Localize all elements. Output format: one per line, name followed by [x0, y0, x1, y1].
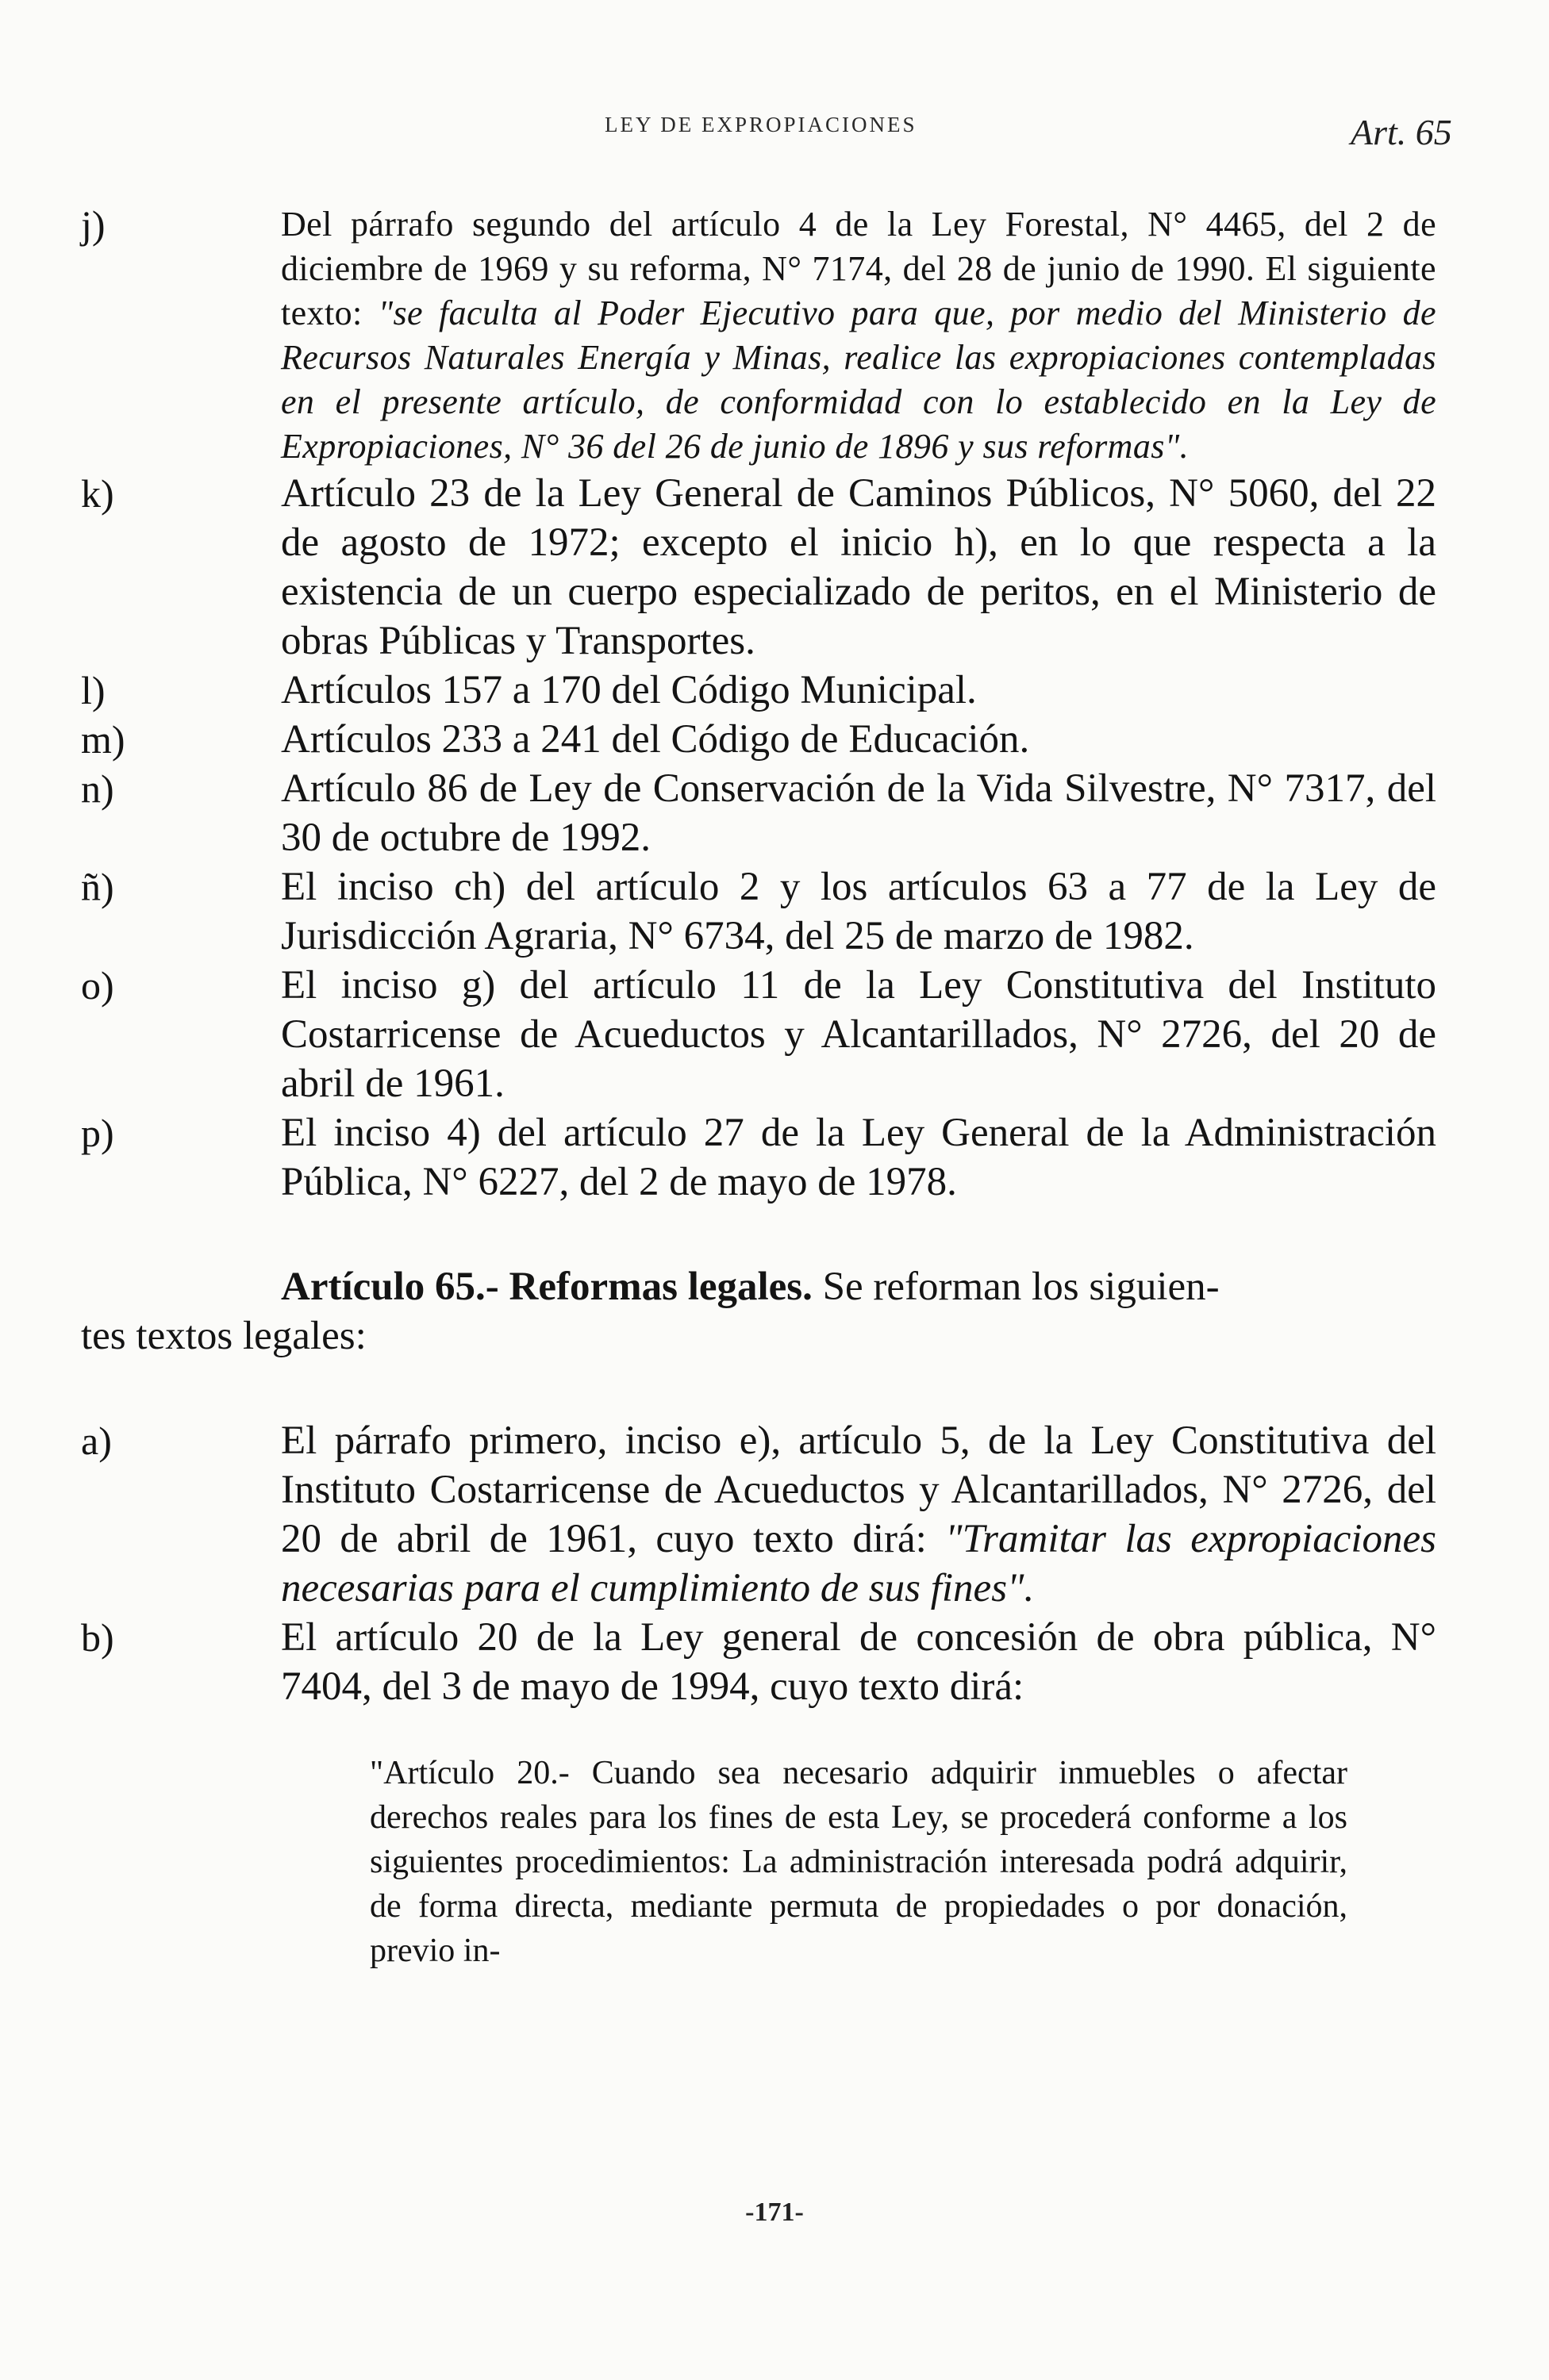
- quoted-text: "Tramitar las expropiaciones necesarias para el cumplimiento de sus fines".: [281, 1517, 1436, 1610]
- item-text: Del párrafo segundo del artículo 4 de la Ley Forestal, N° 4465, del 2 de diciembre de 1969 y su reforma, N° 7174, del 28 de junio de 1990. El siguiente texto:: [281, 205, 1436, 332]
- list-marker: n): [81, 766, 114, 811]
- list-item: [81, 202, 1436, 469]
- list-item-text: El inciso g) del artículo 11 de la Ley Constitutiva del Instituto Costarricense de Acueductos y Alcantarillados, N° 2726, del 20 de abril de 1961.: [281, 963, 1436, 1106]
- quoted-article: "Artículo 20.- Cuando sea necesario adquirir inmuebles o afectar derechos reales para los fines de esta Ley, se procederá conforme a los siguientes procedimientos: La administración interesada podrá adquirir, de forma directa, mediante permuta de propiedades o por donación, previo in-: [370, 1755, 1347, 1969]
- list-marker: o): [81, 963, 114, 1008]
- list-marker: b): [81, 1615, 114, 1660]
- page-number: -171-: [745, 2198, 804, 2227]
- article-intro: Se reforman los siguien-: [812, 1265, 1220, 1309]
- list-item: [81, 666, 1436, 715]
- list-item-text: Artículos 233 a 241 del Código de Educación.: [281, 717, 1030, 762]
- list-item: [81, 1416, 1436, 1613]
- list-item-text: Artículo 23 de la Ley General de Caminos Públicos, N° 5060, del 22 de agosto de 1972; excepto el inicio h), en lo que respecta a la existencia de un cuerpo especializado de peritos, en el Ministerio de obras Públicas y Transportes.: [281, 471, 1436, 663]
- list-item: [81, 469, 1436, 666]
- list-item-text: El inciso ch) del artículo 2 y los artículos 63 a 77 de la Ley de Jurisdicción Agraria, N° 6734, del 25 de marzo de 1982.: [281, 865, 1436, 958]
- list-marker: k): [81, 471, 114, 516]
- list-item-text: El inciso 4) del artículo 27 de la Ley General de la Administración Pública, N° 6227, del 2 de mayo de 1978.: [281, 1111, 1436, 1204]
- list-item: [81, 764, 1436, 862]
- list-item: [81, 715, 1436, 764]
- list-item: [81, 1108, 1436, 1207]
- list-item-text: [281, 202, 1436, 469]
- quoted-text: "se faculta al Poder Ejecutivo para que, por medio del Ministerio de Recursos Naturales Energía y Minas, realice las expropiaciones contempladas en el presente artículo, de conformidad con lo establecido en la Ley de Expropiaciones, N° 36 del 26 de junio de 1896 y sus reformas".: [281, 294, 1436, 466]
- list-item: [81, 1613, 1436, 1711]
- list-item-text: El artículo 20 de la Ley general de concesión de obra pública, N° 7404, del 3 de mayo de 1994, cuyo texto dirá:: [281, 1615, 1436, 1709]
- list-item-text: [281, 1416, 1436, 1613]
- list-item: [81, 961, 1436, 1108]
- item-text: El párrafo primero, inciso e), artículo 5, de la Ley Constitutiva del Instituto Costarricense de Acueductos y Alcantarillados, N° 2726, del 20 de abril de 1961, cuyo texto dirá:: [281, 1418, 1436, 1561]
- running-header-title: LEY DE EXPROPIACIONES: [605, 113, 917, 136]
- list-marker: p): [81, 1111, 114, 1155]
- list-item: [81, 862, 1436, 961]
- article-reference: Art. 65: [1351, 112, 1452, 152]
- list-item-text: Artículos 157 a 170 del Código Municipal.: [281, 668, 977, 712]
- article-paragraph: [81, 1262, 1436, 1311]
- list-marker: a): [81, 1418, 112, 1463]
- document-body: [81, 202, 1436, 1973]
- article-intro-continuation: tes textos legales:: [81, 1314, 367, 1358]
- list-marker: ñ): [81, 865, 114, 909]
- article-heading: Artículo 65.- Reformas legales.: [281, 1265, 813, 1309]
- list-item-text: Artículo 86 de Ley de Conservación de la Vida Silvestre, N° 7317, del 30 de octubre de 1992.: [281, 766, 1436, 860]
- list-marker: m): [81, 717, 125, 762]
- list-marker: l): [81, 668, 106, 712]
- list-marker: j): [81, 202, 106, 247]
